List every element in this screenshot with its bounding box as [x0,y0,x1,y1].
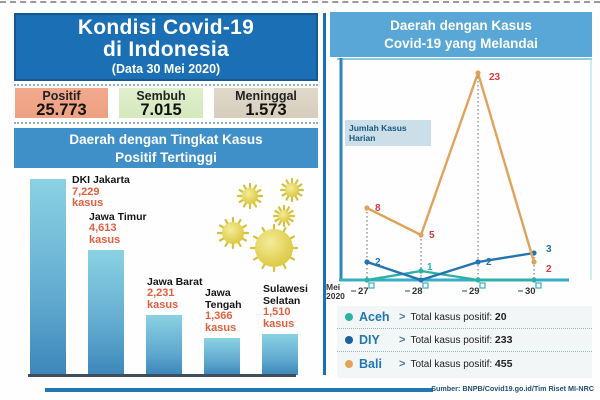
series-line-Bali [367,73,534,262]
legend-dot [345,336,353,344]
point-DIY [531,250,536,255]
bar-label-nm: DKI Jakarta [72,174,130,186]
x-label-text: 30 [525,286,536,297]
bar-label-num: 4,613 [89,222,117,234]
bar-label-unit: kasus [89,233,121,246]
main-title-line2: di Indonesia [102,38,230,61]
stat-sembuh-value: 7.015 [140,101,182,119]
virus-icon [196,172,318,294]
point-DIY [418,277,423,282]
bar-label-3 [205,288,269,334]
bar-4 [262,334,298,375]
point-label-Bali: 8 [375,203,381,214]
x-label-30 [518,286,536,297]
legend-total-text: Total kasus positif: 455 [410,357,513,370]
legend-arrow-icon: > [399,357,406,370]
footer-rule [45,388,433,392]
bar-2 [146,315,182,375]
y-note-line2: Harian [349,133,376,143]
x-tick [518,290,523,292]
x-tick [462,290,467,292]
point-Aceh [418,268,423,273]
right-title-line2: Covid-19 yang Melandai [384,36,538,51]
x-tick [405,290,410,292]
y-note-line1: Jumlah Kasus [349,123,407,133]
bar-chart-baseline [28,374,296,377]
point-label-DIY: 3 [546,244,552,255]
x-tick [351,290,356,292]
panel-divider [323,13,326,375]
legend-dot [345,360,353,368]
bar-label-unit: kasus [205,321,237,334]
bar-label-num: 1,510 [263,306,291,318]
bar-label-nm: Sulawesi Selatan [263,283,308,307]
legend-dot [345,313,353,321]
dotted-separator-top [14,84,318,86]
bar-label-unit: kasus [147,298,179,311]
point-Bali [475,70,480,75]
x-prefix-line1: Mei [326,282,341,292]
left-title-box [14,13,318,81]
point-Bali [531,259,536,264]
bar-section-title-line2: Positif Tertinggi [115,150,217,165]
bar-section-header [14,128,318,168]
virus-particle [238,184,262,208]
main-title-subtitle: (Data 30 Mei 2020) [111,62,221,76]
dotted-separator-mid [14,122,318,124]
x-label-29 [462,286,480,297]
top-perforation-line [0,1,600,3]
bar-label-num: 2,231 [147,287,175,299]
virus-particle [281,179,303,201]
bar-label-nm: Jawa Timur [89,210,147,223]
line-chart-svg [337,58,592,292]
point-label-DIY: 2 [375,257,381,268]
source-credit: Sumber: BNPB/Covid19.go.id/Tim Riset MI-NRC [431,384,594,393]
legend-row-diy [337,329,592,352]
y-axis-note [345,120,431,146]
stat-meninggal [214,88,318,118]
right-title-line1: Daerah dengan Kasus [390,18,532,33]
stat-meninggal-value: 1.573 [245,101,287,119]
bar-label-num: 7,229 [72,185,100,198]
bar-3 [204,338,240,375]
x-label-28 [405,286,423,297]
legend-box [337,306,592,378]
bar-1 [88,250,124,375]
series-line-Aceh [367,271,534,280]
virus-particle [274,206,294,226]
point-Bali [364,205,369,210]
bar-0 [30,179,66,375]
stat-positif-value: 25.773 [36,101,87,119]
stat-positif-label: Positif [42,89,81,103]
point-Bali [418,232,423,237]
legend-name: Bali [359,356,382,371]
legend-row-bali [337,352,592,375]
legend-name: Aceh [359,310,390,324]
point-label-DIY: 2 [486,257,492,268]
x-prefix-line2: 2020 [326,291,345,301]
legend-arrow-icon: > [399,311,406,323]
point-Aceh [475,277,480,282]
point-DIY [364,259,369,264]
bar-label-unit: kasus [72,197,104,209]
point-label-Bali: 5 [429,230,435,241]
x-label-27 [351,286,369,297]
x-label-text: 29 [469,286,480,297]
bar-label-nm: Jawa Tengah [205,287,242,311]
legend-total-text: Total kasus positif: 20 [410,311,507,323]
bar-label-nm: Jawa Barat [147,275,203,288]
x-label-text: 27 [358,286,369,297]
stat-meninggal-label: Meninggal [235,89,297,103]
virus-particle [251,225,297,271]
point-label-Bali: 2 [546,264,552,275]
legend-total-text: Total kasus positif: 233 [410,334,513,346]
point-DIY [475,259,480,264]
right-title-box [330,12,592,57]
x-axis-labels [337,286,592,300]
legend-name: DIY [359,333,380,347]
legend-row-aceh [337,306,592,329]
stat-sembuh-label: Sembuh [136,89,186,103]
point-Aceh [364,277,369,282]
point-label-Bali: 23 [489,72,501,83]
legend-arrow-icon: > [399,334,406,346]
stat-positif [15,88,108,118]
virus-particle [218,218,248,248]
main-title-line1: Kondisi Covid-19 [77,16,255,39]
bar-label-unit: kasus [263,317,295,330]
bar-label-0 [72,175,136,210]
point-label-Aceh: 1 [427,262,433,273]
point-Aceh [531,277,536,282]
stat-sembuh [119,88,203,118]
x-label-text: 28 [412,286,423,297]
series-line-DIY [367,253,534,280]
bar-section-title-line1: Daerah dengan Tingkat Kasus [69,132,263,147]
bar-label-1 [89,212,153,247]
bar-label-num: 1,366 [205,310,233,322]
